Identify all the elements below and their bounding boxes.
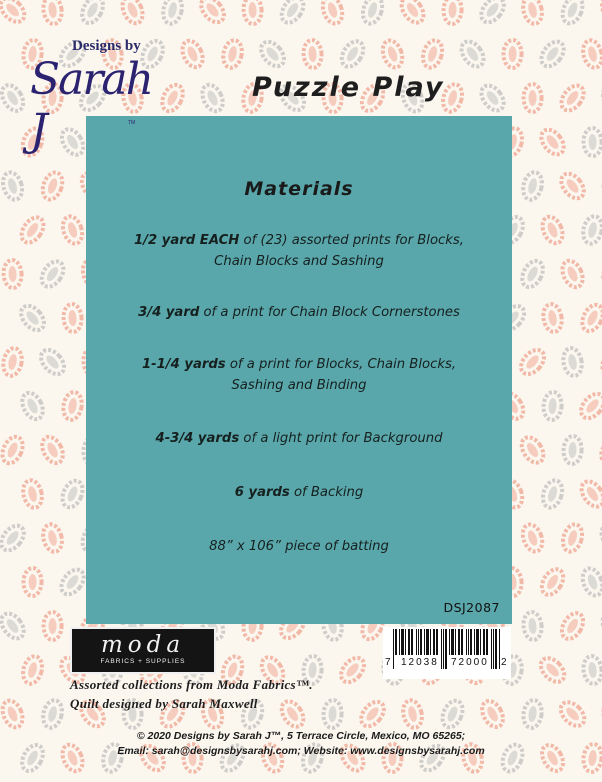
- copyright-line: © 2020 Designs by Sarah J™, 5 Terrace Circle, Mexico, MO 65265;: [136, 730, 466, 742]
- moda-logo: [70, 627, 216, 674]
- material-quantity: 6 yards: [234, 485, 290, 500]
- logo-sarah-j: Sarah J: [30, 54, 152, 156]
- materials-panel: [86, 116, 512, 624]
- moda-wordmark: moda: [100, 632, 186, 658]
- material-item: [106, 536, 492, 557]
- material-quantity: 4-3/4 yards: [155, 431, 240, 446]
- barcode-lead-digit: 7: [385, 657, 391, 668]
- contact-line: Email: sarah@designsbysarahj.com; Website: www.designsbysarahj.com: [117, 745, 485, 757]
- designs-by-sarah-j-logo: [30, 22, 152, 156]
- material-quantity: 3/4 yard: [138, 305, 200, 320]
- pattern-sku: DSJ2087: [443, 600, 500, 615]
- material-item: [106, 428, 492, 449]
- material-quantity: 1-1/4 yards: [141, 357, 226, 372]
- material-item: [106, 354, 492, 396]
- material-description-line2: Chain Blocks and Sashing: [214, 254, 384, 269]
- material-description: of a light print for Background: [239, 431, 443, 446]
- barcode-check-digit: 2: [501, 657, 507, 668]
- material-description: of a print for Blocks, Chain Blocks,: [225, 357, 457, 372]
- barcode-group-2: 72000: [451, 657, 489, 668]
- logo-designs-by: Designs by: [72, 38, 141, 54]
- barcode-group-1: 12038: [401, 657, 439, 668]
- upc-barcode: [383, 627, 511, 679]
- moda-tagline: FABRICS + SUPPLIES: [100, 658, 186, 665]
- material-description: of Backing: [289, 485, 364, 500]
- barcode-bars: [383, 627, 511, 679]
- materials-heading: Materials: [244, 178, 354, 200]
- material-description-line2: Sashing and Binding: [231, 378, 367, 393]
- fabric-credit: Assorted collections from Moda Fabrics™.: [70, 677, 313, 692]
- designer-credit: Quilt designed by Sarah Maxwell: [70, 696, 258, 711]
- material-description: of (23) assorted prints for Blocks,: [239, 233, 464, 248]
- material-item: [106, 230, 492, 272]
- material-item: [106, 302, 492, 323]
- pattern-title: Puzzle Play: [252, 72, 445, 103]
- material-item: [106, 482, 492, 503]
- logo-trademark: TM: [128, 120, 136, 126]
- material-description: 88” x 106” piece of batting: [209, 539, 389, 554]
- material-quantity: 1/2 yard EACH: [134, 233, 240, 248]
- material-description: of a print for Chain Block Cornerstones: [199, 305, 460, 320]
